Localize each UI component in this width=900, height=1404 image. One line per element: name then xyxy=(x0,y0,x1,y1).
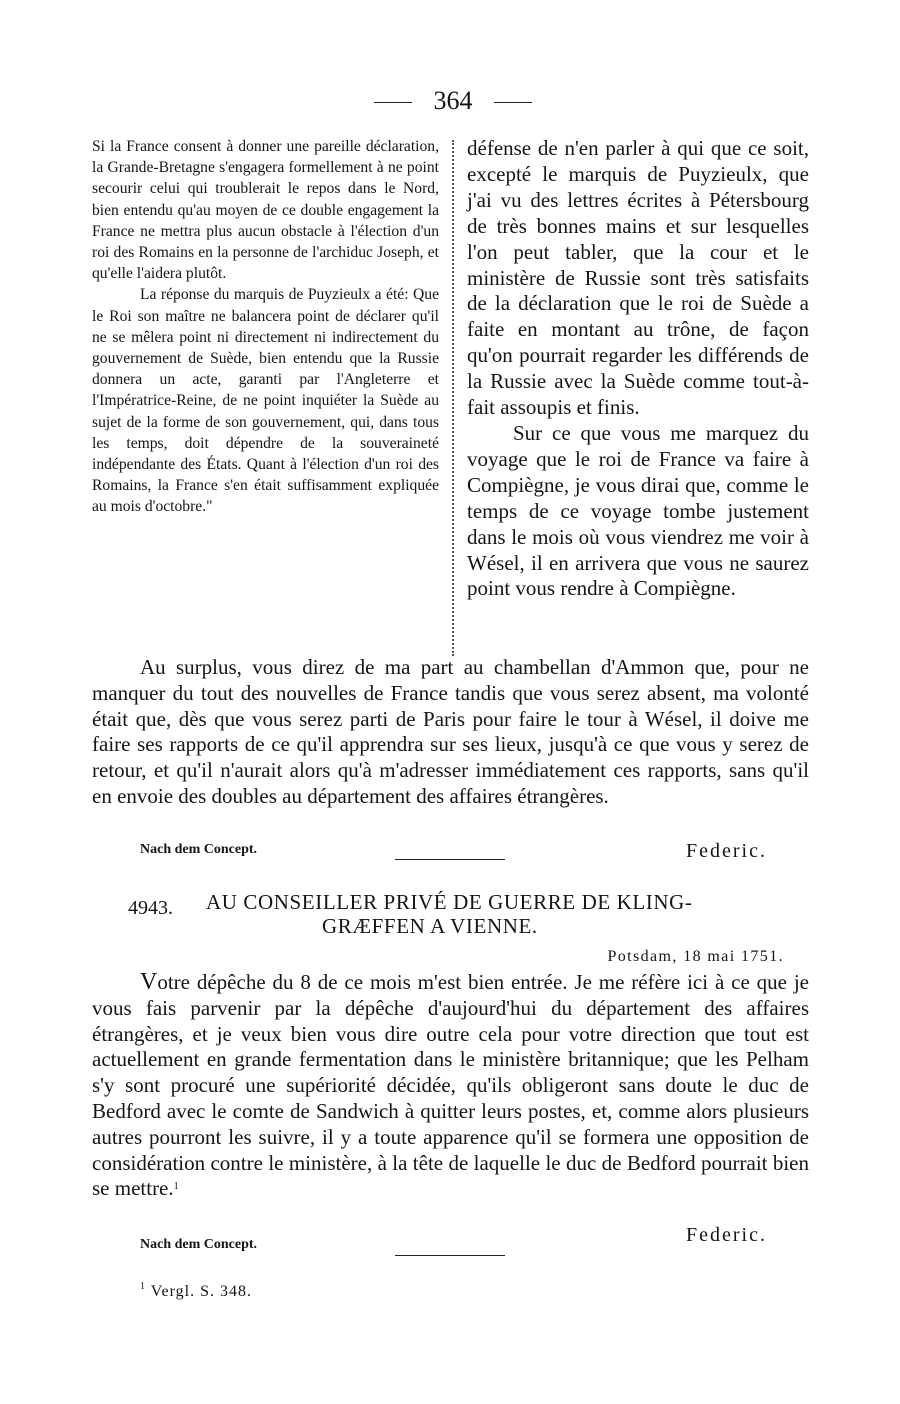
letter-body xyxy=(92,970,809,1202)
footnote xyxy=(140,1283,252,1301)
letter-heading-line-2: GRÆFFEN A VIENNE. xyxy=(322,914,538,938)
right-paragraph-1: défense de n'en parler à qui que ce soit, excepté le marquis de Puyzieulx, que j'ai vu des lettres écrites à Pétersbourg de très bonnes mains et sur lesquelles l'on peut tabler, que la cour et le ministère de Russie sont très satisfaits de la déclaration que le roi de Suède a faite en montant au trône, de façon qu'on pourrait regarder les différends de la Russie avec la Suède comme tout-à-fait assoupis et finis. xyxy=(467,136,809,420)
column-divider xyxy=(452,140,454,656)
header-rule-right xyxy=(494,102,532,103)
source-note-2: Nach dem Concept. xyxy=(140,1237,258,1252)
letter-section xyxy=(92,970,809,1202)
page-number: 364 xyxy=(433,86,473,115)
footnote-text: Vergl. S. 348. xyxy=(150,1283,252,1300)
letter-number: 4943. xyxy=(128,897,173,919)
letter-body-text: otre dépêche du 8 de ce mois m'est bien entrée. Je me réfère ici à ce que je vous fais parvenir par la dépêche d'aujourd'hui du département des affaires étrangères, et je veux bien vous dire outre cela pour votre direction que tout est actuellement en grande fermentation dans le ministère britannique; que les Pelham s'y sont procuré une supériorité décidée, qu'ils obligeront sans doute le duc de Bedford avec le comte de Sandwich à quitter leurs postes, et, comme alors plusieurs autres pourront les suivre, il y a toute apparence qu'il se formera une opposition de considération contre le ministère, à la tête de laquelle le duc de Bedford pourrait bien se mettre. xyxy=(92,970,809,1201)
header-rule-left xyxy=(374,102,412,103)
letter-heading-line-1: AU CONSEILLER PRIVÉ DE GUERRE DE KLING- xyxy=(206,890,693,914)
right-paragraph-2: Sur ce que vous me marquez du voyage que le roi de France va faire à Compiègne, je vous dirai que, comme le temps de ce voyage tombe justement dans le mois où vous viendrez me voir à Wésel, il en arrivera que vous ne saurez point vous rendre à Compiègne. xyxy=(467,420,809,601)
section-rule-2 xyxy=(395,1255,505,1256)
section-rule-1 xyxy=(395,859,505,860)
signature-1: Federic. xyxy=(686,840,767,862)
footnote-reference: 1 xyxy=(173,1181,179,1193)
right-column xyxy=(467,136,809,602)
left-column xyxy=(92,136,439,518)
left-paragraph-2: La réponse du marquis de Puyzieulx a été: Que le Roi son maître ne balancera point de déclarer qu'il ne se mêlera point ni directement ni indirectement du gouvernement de Suède, bien entendu que la Russie donnera un acte, garanti par l'Angleterre et l'Impératrice-Reine, de ne point inquiéter la Suède au sujet de la forme de son gouvernement, qui, dans tous les temps, doit dépendre de la souveraineté indépendante des États. Quant à l'élection d'un roi des Romains, la France s'en était suffisamment expliquée au mois d'octobre." xyxy=(92,286,439,516)
left-paragraph-1: Si la France consent à donner une pareille déclaration, la Grande-Bretagne s'engagera formellement à ne point secourir celui qui troublerait le repos dans le Nord, bien entendu qu'au moyen de ce double engagement la France ne mettra plus aucun obstacle à l'élection d'un roi des Romains en la personne de l'archiduc Joseph, et qu'elle l'aidera plutôt. xyxy=(92,138,439,283)
signature-2: Federic. xyxy=(686,1224,767,1246)
letter-initial: V xyxy=(140,969,158,995)
continuation-paragraph: Au surplus, vous direz de ma part au chambellan d'Ammon que, pour ne manquer du tout des nouvelles de France tandis que vous serez absent, ma volonté était que, dès que vous serez parti de Paris pour faire le tour à Wésel, il doive me faire ses rapports de ce qu'il apprendra sur ses lieux, jusqu'à ce que vous y serez de retour, et qu'il n'aurait alors qu'à m'adresser immédiatement ces rapports, sans qu'il en envoie des doubles au département des affaires étrangères. xyxy=(92,655,809,808)
source-note-1: Nach dem Concept. xyxy=(140,842,258,857)
letter-dateline: Potsdam, 18 mai 1751. xyxy=(607,948,784,965)
page-header xyxy=(0,86,900,120)
continuation-section xyxy=(92,655,809,810)
footnote-marker: 1 xyxy=(140,1281,146,1292)
